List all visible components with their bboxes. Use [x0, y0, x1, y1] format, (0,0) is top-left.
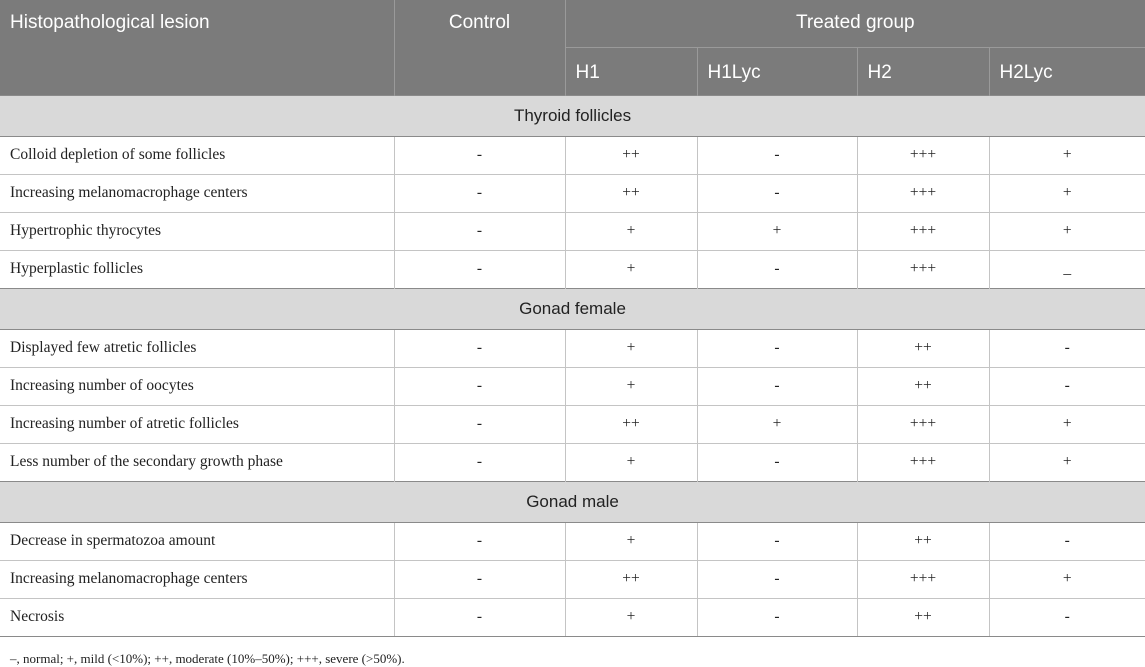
cell-control: - [394, 443, 565, 481]
cell-h1lyc: - [697, 136, 857, 174]
section-title: Gonad female [0, 288, 1145, 329]
cell-h2: ++ [857, 367, 989, 405]
cell-h2lyc: _ [989, 250, 1145, 288]
header-row-top [0, 0, 1145, 47]
header-group-h1: H1 [565, 47, 697, 95]
cell-h2lyc: + [989, 136, 1145, 174]
cell-h1lyc: - [697, 522, 857, 560]
cell-h1lyc: - [697, 329, 857, 367]
cell-h1: + [565, 250, 697, 288]
table-row [0, 598, 1145, 636]
section-row-thyroid [0, 95, 1145, 136]
cell-h1lyc: - [697, 598, 857, 636]
cell-h1lyc: + [697, 405, 857, 443]
header-treated-group: Treated group [565, 0, 1145, 47]
table-row [0, 443, 1145, 481]
table-row [0, 250, 1145, 288]
cell-control: - [394, 136, 565, 174]
cell-control: - [394, 560, 565, 598]
table-row [0, 329, 1145, 367]
cell-h1lyc: - [697, 367, 857, 405]
row-label: Increasing melanomacrophage centers [0, 560, 394, 598]
cell-h1lyc: - [697, 174, 857, 212]
cell-h2: ++ [857, 329, 989, 367]
row-label: Hypertrophic thyrocytes [0, 212, 394, 250]
cell-h1: ++ [565, 405, 697, 443]
cell-h2: +++ [857, 174, 989, 212]
cell-h2lyc: + [989, 443, 1145, 481]
cell-h1: + [565, 443, 697, 481]
cell-control: - [394, 329, 565, 367]
cell-control: - [394, 405, 565, 443]
cell-h1lyc: - [697, 560, 857, 598]
cell-h2lyc: - [989, 329, 1145, 367]
row-label: Hyperplastic follicles [0, 250, 394, 288]
section-title: Gonad male [0, 481, 1145, 522]
header-group-h2: H2 [857, 47, 989, 95]
table-row [0, 560, 1145, 598]
cell-h1: + [565, 329, 697, 367]
header-control: Control [394, 0, 565, 95]
section-row-gonad-female [0, 288, 1145, 329]
cell-h2: +++ [857, 443, 989, 481]
cell-h2: +++ [857, 405, 989, 443]
cell-h2: +++ [857, 136, 989, 174]
table-footnote: –, normal; +, mild (<10%); ++, moderate (10%–50%); +++, severe (>50%). [10, 651, 405, 666]
section-row-gonad-male [0, 481, 1145, 522]
cell-h1: ++ [565, 136, 697, 174]
cell-h2lyc: + [989, 560, 1145, 598]
cell-h1: + [565, 212, 697, 250]
row-label: Decrease in spermatozoa amount [0, 522, 394, 560]
cell-h1lyc: - [697, 443, 857, 481]
header-group-h2lyc: H2Lyc [989, 47, 1145, 95]
header-group-h1lyc: H1Lyc [697, 47, 857, 95]
cell-h2lyc: - [989, 598, 1145, 636]
cell-h2: ++ [857, 598, 989, 636]
cell-h2lyc: + [989, 174, 1145, 212]
cell-h2lyc: - [989, 522, 1145, 560]
cell-h1lyc: - [697, 250, 857, 288]
table-row [0, 174, 1145, 212]
cell-control: - [394, 174, 565, 212]
table-row [0, 367, 1145, 405]
table-row [0, 212, 1145, 250]
cell-h2lyc: - [989, 367, 1145, 405]
cell-h2: ++ [857, 522, 989, 560]
cell-h1: + [565, 598, 697, 636]
table-row [0, 522, 1145, 560]
row-label: Displayed few atretic follicles [0, 329, 394, 367]
table-row [0, 136, 1145, 174]
cell-h1: ++ [565, 174, 697, 212]
header-lesion: Histopathological lesion [0, 0, 394, 95]
row-label: Colloid depletion of some follicles [0, 136, 394, 174]
table-row [0, 405, 1145, 443]
cell-control: - [394, 522, 565, 560]
cell-control: - [394, 367, 565, 405]
cell-h2: +++ [857, 250, 989, 288]
cell-h2lyc: + [989, 212, 1145, 250]
cell-h2lyc: + [989, 405, 1145, 443]
cell-control: - [394, 598, 565, 636]
cell-h1: ++ [565, 560, 697, 598]
row-label: Increasing number of atretic follicles [0, 405, 394, 443]
cell-control: - [394, 212, 565, 250]
cell-h1: + [565, 522, 697, 560]
row-label: Increasing number of oocytes [0, 367, 394, 405]
row-label: Less number of the secondary growth phase [0, 443, 394, 481]
row-label: Increasing melanomacrophage centers [0, 174, 394, 212]
cell-h1lyc: + [697, 212, 857, 250]
cell-h2: +++ [857, 212, 989, 250]
cell-h1: + [565, 367, 697, 405]
section-title: Thyroid follicles [0, 95, 1145, 136]
row-label: Necrosis [0, 598, 394, 636]
cell-h2: +++ [857, 560, 989, 598]
cell-control: - [394, 250, 565, 288]
